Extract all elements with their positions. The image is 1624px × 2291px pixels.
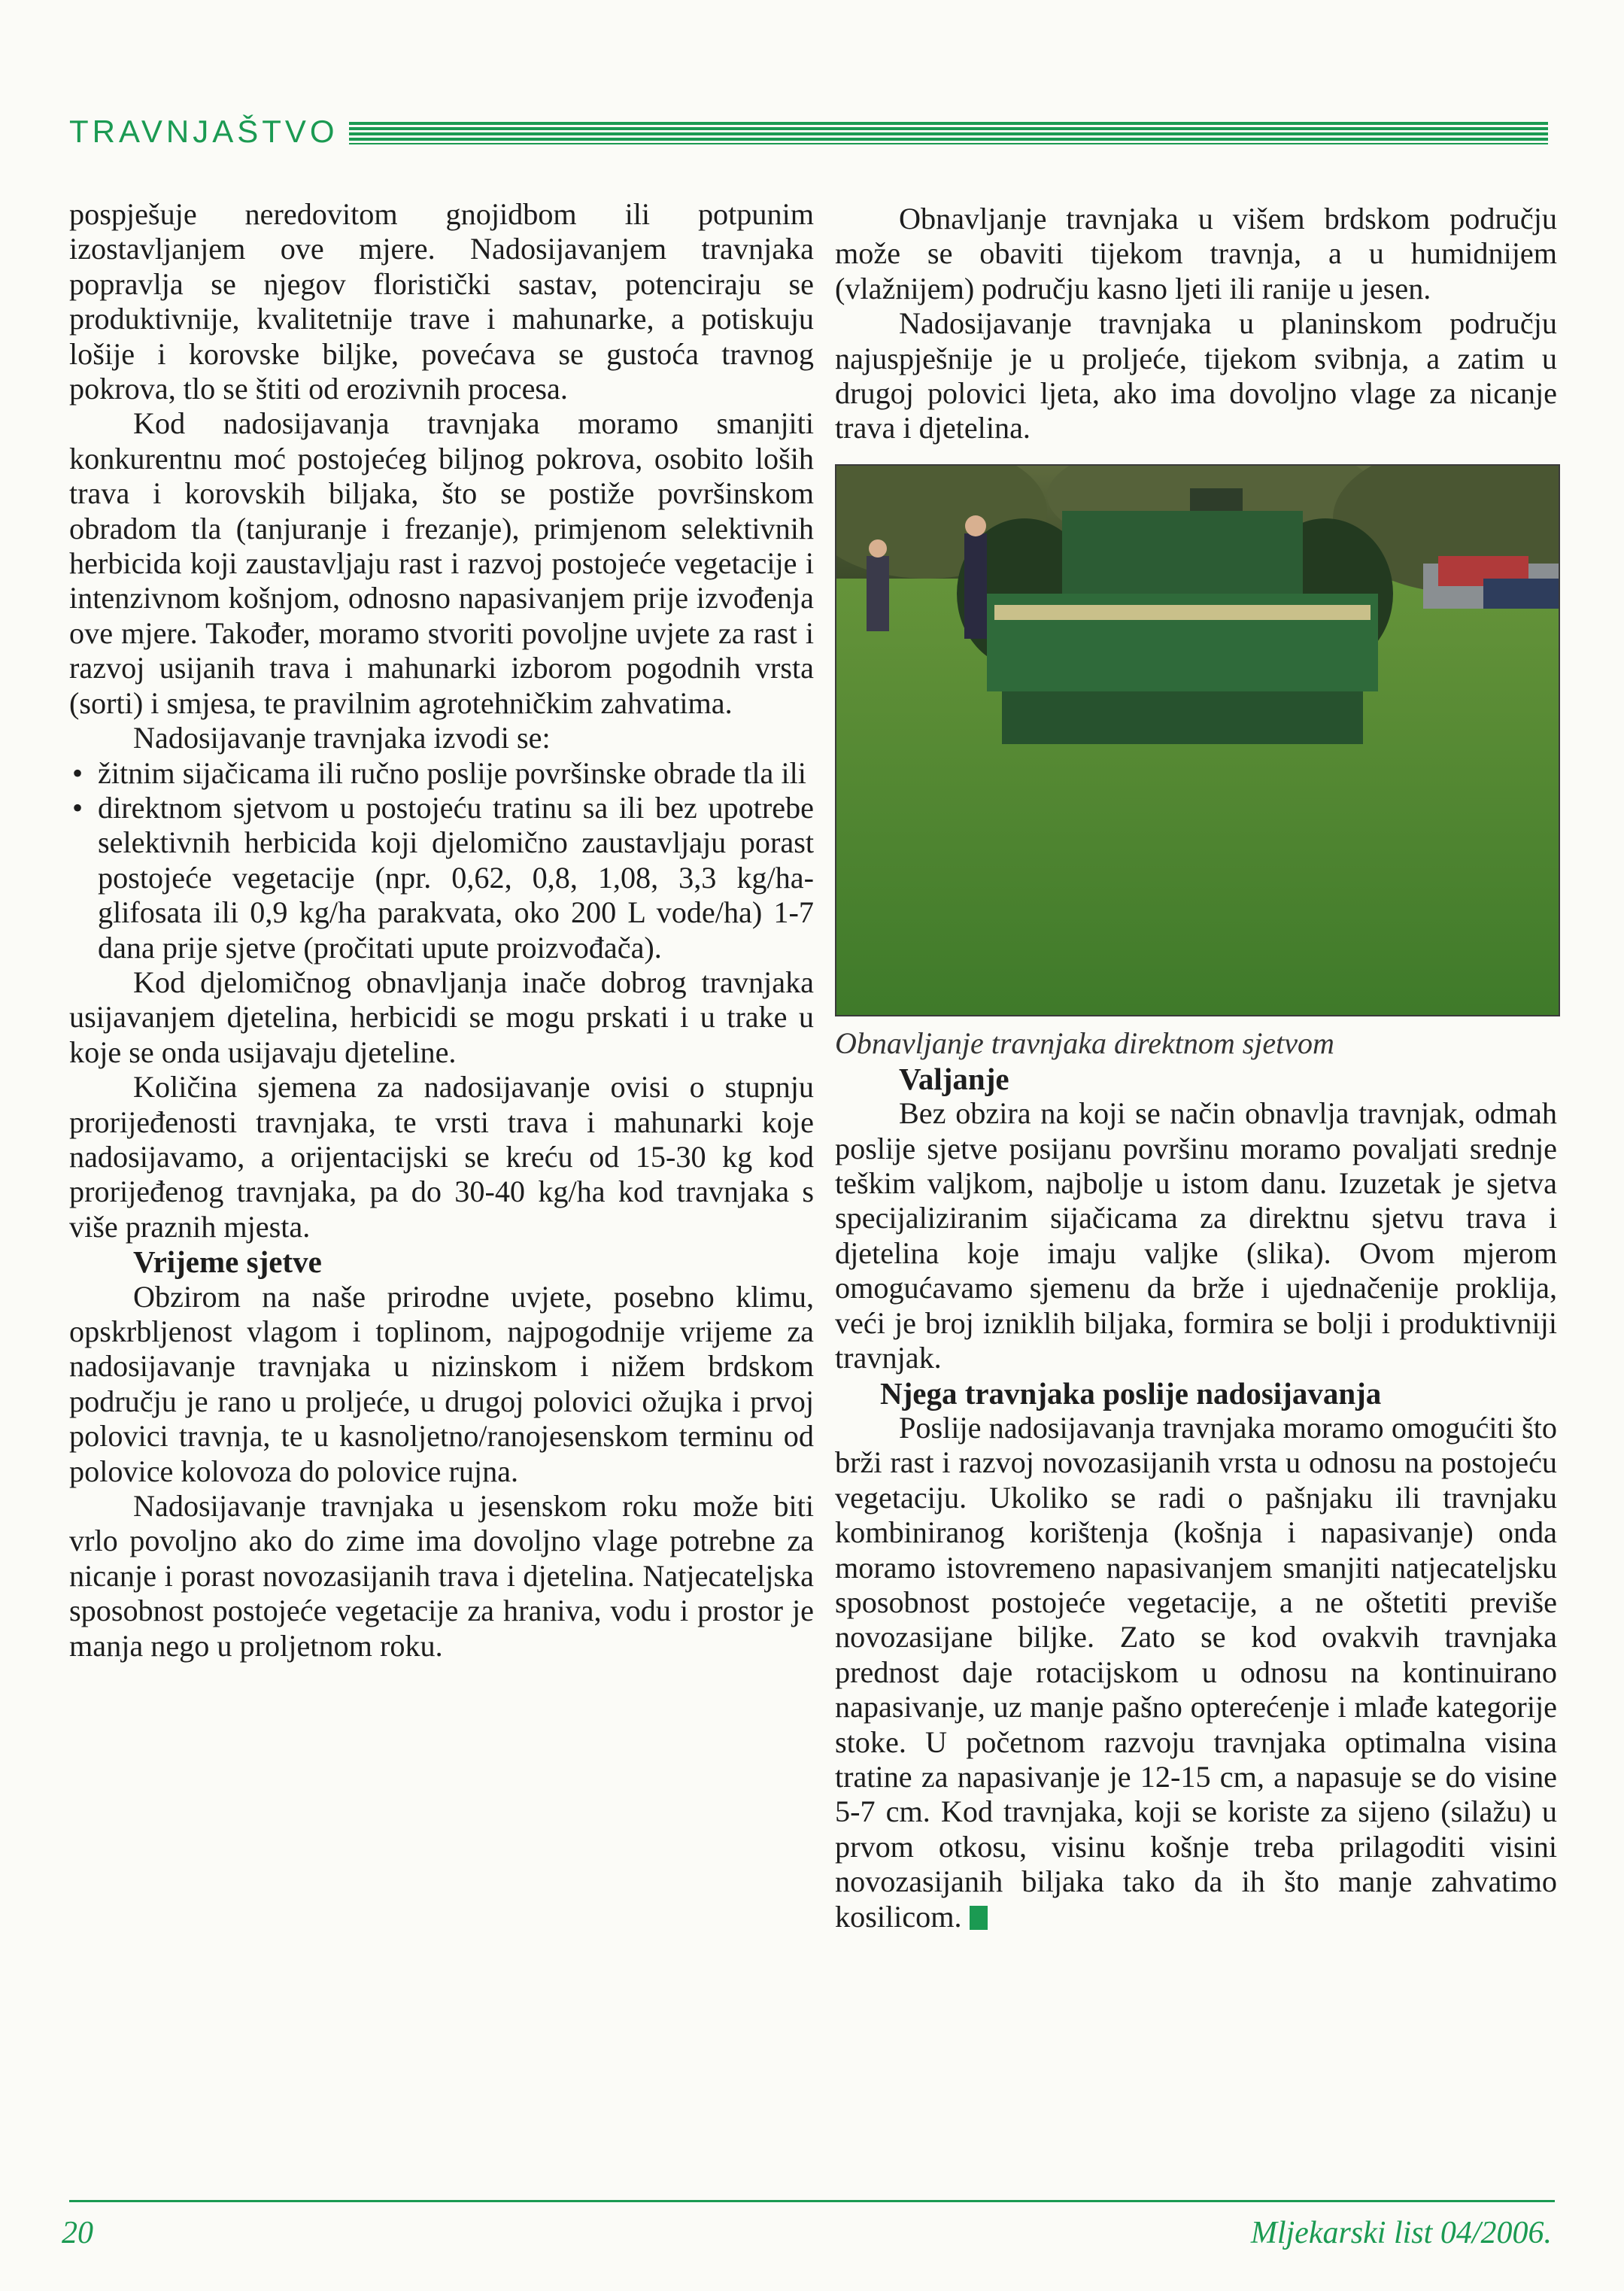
- publication-name: Mljekarski list 04/2006.: [1250, 2216, 1552, 2250]
- header-rule: [349, 122, 1548, 144]
- paragraph: pospješuje neredovitom gnojidbom ili potpunim izostavljanjem ove mjere. Nadosijavanjem travnjaka popravlja se njegov floristički sastav, potenciraju se produktivnije, kvalitetnije trave i mahunarke, a potiskuju lošije i korovske biljke, povećava se gustoća travnog pokrova, tlo se štiti od erozivnih procesa.: [69, 197, 814, 406]
- paragraph-text: Poslije nadosijavanja travnjaka moramo omogućiti što brži rast i razvoj novozasijanih vrsta u odnosu na postojeću vegetaciju. Ukoliko se radi o pašnjaku ili travnjaku kombiniranog korištenja (košnja i napasivanje) onda moramo istovremeno napasivanjem smanjiti natjecateljsku sposobnost postojeće vegetacije, a ne oštetiti previše novozasijane biljke. Zato se kod ovakvih travnjaka prednost daje rotacijskom u odnosu na kontinuirano napasivanje, uz manje pašno opterećenje i mlađe kategorije stoke. U početnom razvoju travnjaka optimalna visina tratine za napasivanje je 12-15 cm, a napasuje se do visine 5-7 cm. Kod travnjaka, koji se koriste za sijeno (silažu) u prvom otkosu, visinu košnje treba prilagoditi visini novozasijanih biljaka tako da ih što manje zahvatimo kosilicom.: [835, 1410, 1557, 1934]
- paragraph: Količina sjemena za nadosijavanje ovisi o stupnju prorijeđenosti travnjaka, te vrsti trava i mahunarki koje nadosijavamo, a orijentacijski se kreću od 15-30 kg kod prorijeđenog travnjaka, pa do 30-40 kg/ha kod travnjaka s više praznih mjesta.: [69, 1070, 814, 1244]
- paragraph: Nadosijavanje travnjaka u jesenskom roku može biti vrlo povoljno ako do zime ima dovoljno vlage potrebne za nicanje i porast novozasijanih trava i djetelina. Natjecateljska sposobnost postojeće vegetacije za hraniva, vodu i prostor je manja nego u proljetnom roku.: [69, 1489, 814, 1663]
- figure-caption: Obnavljanje travnjaka direktnom sjetvom: [835, 1025, 1334, 1060]
- page-number: 20: [62, 2216, 93, 2250]
- paragraph: Obzirom na naše prirodne uvjete, posebno klimu, opskrbljenost vlagom i toplinom, najpogodnije vrijeme za nadosijavanje travnjaka u nizinskom i nižem brdskom području je rano u proljeće, u drugoj polovici ožujka i prvoj polovici travnja, te u kasnoljetno/ranojesenskom terminu od polovice kolovoza do polovice rujna.: [69, 1279, 814, 1488]
- paragraph: [835, 1411, 1557, 1934]
- method-list: [69, 756, 814, 965]
- list-item: • žitnim sijačicama ili ručno poslije površinske obrade tla ili: [69, 756, 814, 791]
- photo-tractor-seeder: [835, 464, 1560, 1016]
- paragraph: Kod nadosijavanja travnjaka moramo smanjiti konkurentnu moć postojećeg biljnog pokrova, osobito loših trava i korovskih biljaka, što se postiže površinskom obradom tla (tanjuranje i frezanje), primjenom selektivnih herbicida koji zaustavljaju rast i razvoj postojeće vegetacije i intenzivnom košnjom, odnosno napasivanjem prije izvođenja ove mjere. Također, moramo stvoriti povoljne uvjete za rast i razvoj usijanih trava i mahunarki izborom pogodnih vrsta (sorti) i smjesa, te pravilnim agrotehničkim zahvatima.: [69, 406, 814, 720]
- list-item: • direktnom sjetvom u postojeću tratinu sa ili bez upotrebe selektivnih herbicida koji djelomično zaustavljaju porast postojeće vegetacije (npr. 0,62, 0,8, 1,08, 3,3 kg/ha-glifosata ili 0,9 kg/ha parakvata, oko 200 L vode/ha) 1-7 dana prije sjetve (pročitati upute proizvođača).: [69, 791, 814, 965]
- paragraph: Bez obzira na koji se način obnavlja travnjak, odmah poslije sjetve posijanu površinu moramo povaljati srednje teškim valjkom, najbolje u istom danu. Izuzetak je sjetva specijaliziranim sijačicama za direktnu sjetvu trava i djetelina koje imaju valjke (slika). Ovom mjerom omogućavamo sjemenu da brže i ujednačenije proklija, veći je broj izniklih biljaka, formira se bolji i produktivniji travnjak.: [835, 1096, 1557, 1375]
- section-title: TRAVNJAŠTVO: [69, 114, 338, 149]
- right-column: [835, 202, 1557, 1934]
- paragraph: Nadosijavanje travnjaka izvodi se:: [133, 721, 551, 755]
- end-of-article-square-icon: [970, 1906, 988, 1930]
- footer-rule: [69, 2200, 1555, 2202]
- subheading-valjanje: Valjanje: [899, 1061, 1009, 1096]
- subheading-njega-travnjaka: Njega travnjaka poslije nadosijavanja: [880, 1375, 1382, 1411]
- paragraph: Obnavljanje travnjaka u višem brdskom području može se obaviti tijekom travnja, a u humidnijem (vlažnijem) području kasno ljeti ili ranije u jesen.: [835, 202, 1557, 305]
- paragraph: Nadosijavanje travnjaka u planinskom području najuspješnije je u proljeće, tijekom svibnja, a zatim u drugoj polovici ljeta, ako ima dovoljno vlage za nicanje trava i djetelina.: [835, 306, 1557, 445]
- paragraph: Kod djelomičnog obnavljanja inače dobrog travnjaka usijavanjem djetelina, herbicidi se mogu prskati i u trake u koje se onda usijavaju djeteline.: [69, 965, 814, 1069]
- page-header: [69, 111, 1548, 156]
- left-column: [69, 197, 814, 1664]
- subheading-vrijeme-sjetve: Vrijeme sjetve: [133, 1244, 322, 1280]
